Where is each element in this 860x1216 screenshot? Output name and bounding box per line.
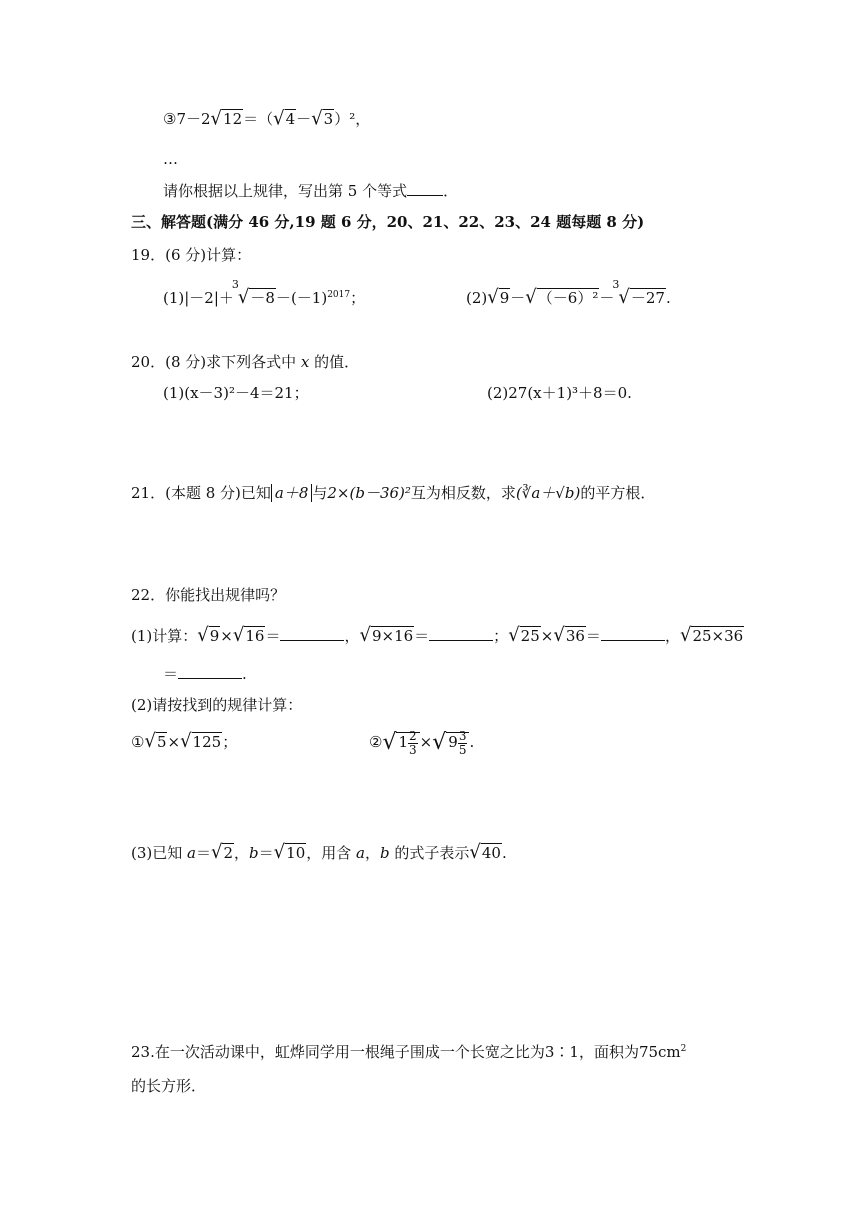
q20-part2: (2)27(x＋1)³＋8＝0. [487,384,632,402]
ellipsis: … [163,150,178,168]
cube-root: 3 √ －8 [231,278,275,309]
q19-part1: (1)|－2|＋ 3 √ －8 $-(-1)^{2017}$； [163,278,366,309]
eq3-prefix: ③7－2 [163,110,211,128]
q19-title: 19．(6 分)计算： [131,246,252,264]
abs-value: a＋8 [271,484,313,502]
sqrt: √ 125 [180,730,222,753]
sqrt: √ 2 [211,841,234,864]
answer-blank [280,626,344,641]
q19-part2: (2) √ 9 － √ （－6）² － 3 √ －27 . [466,278,671,309]
sqrt: √ 5 [144,730,167,753]
sqrt: √ （－6）² [525,286,599,309]
q20-title: 20．(8 分)求下列各式中 x 的值． [131,353,360,371]
q22-calc2: ②√ 1 $\frac{2}{3}$ ×√ 9 $\frac{3}{5}$ . [369,728,475,757]
sqrt: √ 40 [469,841,501,864]
q21: 21．(本题 8 分)已知 a＋8 与2×(b－36)²互为相反数，求(∛a＋√b)的平方根． [131,484,656,502]
q22-part3: (3)已知 a＝ √ 2 ，b＝ √ 10 ，用含 a，b 的式子表示 √ 40 . [131,841,507,864]
sqrt: √ 4 [273,107,296,130]
q22-part1-cont: ＝ . [163,665,247,683]
sqrt: √ 25 [508,624,540,647]
sqrt: √ 9 [197,624,220,647]
q23-line2: 的长方形． [131,1077,207,1095]
answer-blank [407,181,443,196]
answer-blank [429,626,493,641]
q22-calc1: ① √ 5 × √ 125 ； [131,730,238,753]
equation-3: ③7－2 √ 12 ＝（ √ 4 － √ 3 ）²， [163,107,371,130]
sqrt: √ 9 [487,286,510,309]
squared-term: 2×(b－36)² [327,484,411,502]
root-sum: (∛a＋√b) [515,484,581,502]
q20-part1: (1)(x－3)²－4＝21； [163,384,309,402]
mixed-number: 1 $\frac{2}{3}$ [396,732,419,751]
fill-prompt: 请你根据以上规律，写出第 5 个等式 ． [163,182,459,200]
cube-root: 3 √ －27 [612,278,665,309]
sqrt: √ 36 [553,624,585,647]
q22-part1: (1)计算： √ 9 × √ 16 ＝ ， √ 9×16 ＝ ； √ 25 × √ 36 ＝ ， √ 25×36 [131,624,744,647]
sqrt: √ 12 [210,107,243,130]
sqrt: √ 3 [311,107,334,130]
sqrt: √ 25×36 [679,624,744,647]
q23-line1: 23.在一次活动课中，虹烨同学用一根绳子围成一个长宽之比为3∶1，面积为$75cm^2$ [131,1043,687,1061]
sqrt: √ 9×16 [359,624,414,647]
mixed-number: 9 $\frac{3}{5}$ [446,732,469,751]
answer-blank [178,664,242,679]
sqrt: √ 16 [232,624,265,647]
section-3-title: 三、解答题(满分 46 分,19 题 6 分，20、21、22、23、24 题每题 8 分) [131,213,645,231]
q22-part2: (2)请按找到的规律计算： [131,696,303,714]
sqrt: √ 10 [273,841,306,864]
answer-blank [601,626,665,641]
q22-title: 22．你能找出规律吗？ [131,586,286,604]
